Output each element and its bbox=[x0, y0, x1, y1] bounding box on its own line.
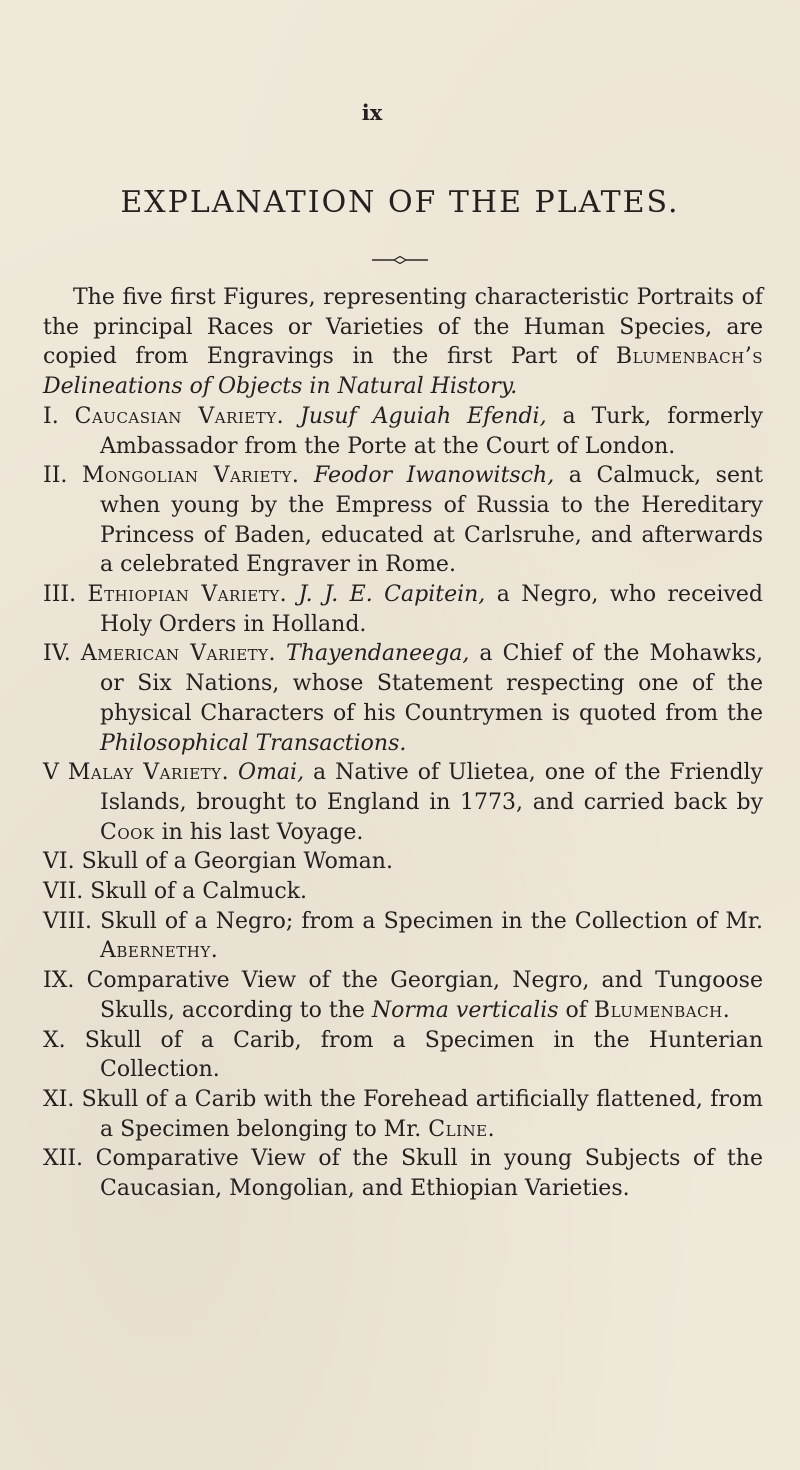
plate-entry-5 bbox=[43, 758, 763, 847]
plate-numeral: V bbox=[43, 760, 59, 786]
plate-subject: Omai, bbox=[238, 760, 305, 786]
plate-text: Comparative View of the Georgian, Negro, and Tungoose Skulls, according to the bbox=[86, 968, 763, 1023]
plate-entry-12 bbox=[43, 1144, 763, 1203]
plate-numeral: VIII. bbox=[43, 908, 92, 934]
plate-variety: Ethiopian Variety. bbox=[87, 582, 288, 608]
plate-text: Skull of a Georgian Woman. bbox=[81, 849, 393, 875]
plate-numeral: III. bbox=[43, 582, 77, 608]
plate-entry-3 bbox=[43, 580, 763, 639]
plate-text: Skull of a Negro; from a Specimen in the Collection of Mr. bbox=[100, 908, 763, 934]
plate-numeral: I. bbox=[43, 403, 59, 429]
plate-numeral: VI. bbox=[43, 849, 75, 875]
plate-entry-2 bbox=[43, 461, 763, 580]
intro-author: Blumenbach’s bbox=[615, 344, 763, 370]
plate-entry-4 bbox=[43, 639, 763, 758]
plate-work-title: Norma verticalis bbox=[371, 997, 559, 1023]
plate-text-end: in his last Voyage. bbox=[154, 819, 364, 845]
plate-person-name: Cline. bbox=[428, 1116, 496, 1142]
plate-subject: Jusuf Aguiah Efendi, bbox=[300, 403, 547, 429]
plate-variety: Caucasian Variety. bbox=[74, 403, 285, 429]
plate-numeral: XI. bbox=[43, 1086, 75, 1112]
intro-paragraph bbox=[43, 283, 763, 402]
plate-variety: Mongolian Variety. bbox=[81, 463, 300, 489]
plate-text: a Negro, who received Holy Orders in Holland. bbox=[100, 582, 763, 637]
plate-text: a Turk, formerly Ambassador from the Porte at the Court of London. bbox=[100, 403, 763, 459]
plate-text: a Chief of the Mohawks, or Six Nations, whose Statement respecting one of the physical Characters of his Countrymen is quoted from the bbox=[100, 641, 764, 726]
ornamental-rule bbox=[370, 255, 430, 265]
plate-numeral: X. bbox=[43, 1027, 66, 1053]
plate-variety: Malay Variety. bbox=[67, 760, 230, 786]
plate-text-mid: of bbox=[558, 997, 594, 1023]
plate-text: Comparative View of the Skull in young Subjects of the Caucasian, Mongolian, and Ethiopian Varieties. bbox=[95, 1146, 763, 1202]
plate-text: Skull of a Carib with the Forehead artificially flattened, from a Specimen belonging to Mr. bbox=[81, 1086, 763, 1142]
plate-entry-11 bbox=[43, 1085, 763, 1144]
plate-numeral: VII. bbox=[43, 879, 84, 905]
plate-text: Skull of a Carib, from a Specimen in the Hunterian Collection. bbox=[84, 1027, 763, 1083]
plate-subject: Thayendaneega, bbox=[286, 641, 470, 667]
plate-entry-8 bbox=[43, 907, 763, 966]
plate-text: a Calmuck, sent when young by the Empress of Russia to the Hereditary Princess of Baden, educated at Carlsruhe, and afterwards a celebrated Engraver in Rome. bbox=[100, 463, 764, 578]
page-number: ix bbox=[361, 100, 383, 125]
plate-entry-7 bbox=[43, 877, 763, 907]
plate-person-name: Blumenbach. bbox=[593, 997, 731, 1023]
plate-work-title: Philosophical Transactions. bbox=[100, 730, 407, 756]
plate-numeral: XII. bbox=[43, 1146, 84, 1172]
intro-text: The five first Figures, representing characteristic Portraits of the principal Races or Varieties of the Human Species, are copied from Engravings in the first Part of bbox=[43, 285, 763, 370]
plate-subject: Feodor Iwanowitsch, bbox=[313, 463, 555, 489]
plates-text bbox=[43, 283, 763, 1204]
plate-text: Skull of a Calmuck. bbox=[90, 879, 308, 905]
plate-person-name: Cook bbox=[100, 819, 155, 845]
plate-entry-6 bbox=[43, 847, 763, 877]
plate-subject: J. J. E. Capitein, bbox=[298, 582, 486, 608]
plate-numeral: IV. bbox=[43, 641, 71, 667]
plate-person-name: Abernethy. bbox=[100, 938, 219, 964]
intro-work-title: Delineations of Objects in Natural History. bbox=[43, 374, 518, 400]
plate-numeral: II. bbox=[43, 463, 68, 489]
plate-entry-1 bbox=[43, 402, 763, 461]
plate-entry-9 bbox=[43, 966, 763, 1025]
page-title: EXPLANATION OF THE PLATES. bbox=[120, 185, 680, 220]
plate-entry-10 bbox=[43, 1026, 763, 1085]
plate-text: a Native of Ulietea, one of the Friendly Islands, brought to England in 1773, and carried back by bbox=[100, 760, 763, 815]
plate-variety: American Variety. bbox=[80, 641, 277, 667]
plate-numeral: IX. bbox=[43, 968, 75, 994]
